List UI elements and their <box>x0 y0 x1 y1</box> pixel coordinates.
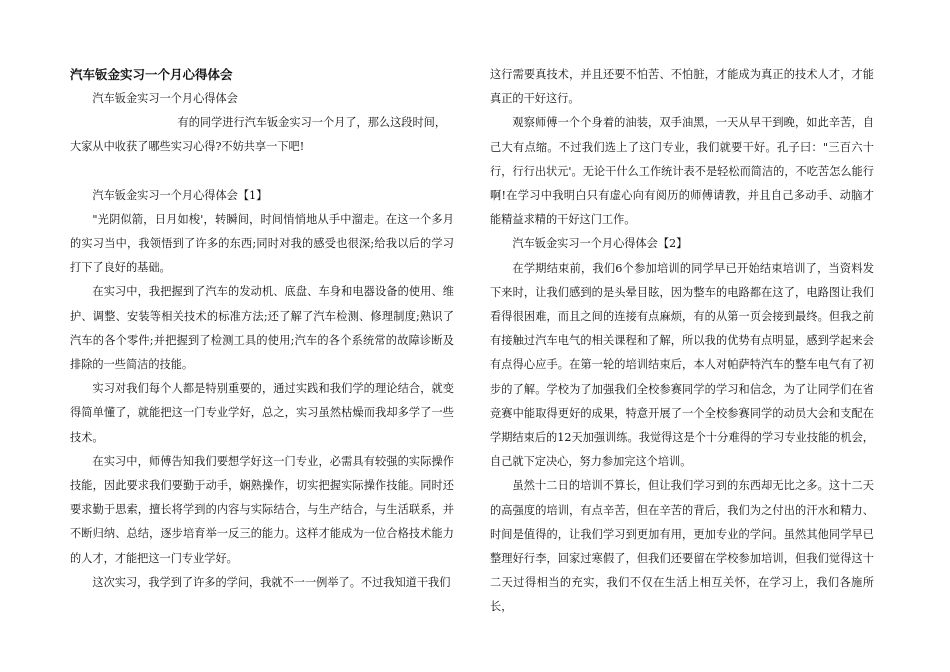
paragraph: "光阴似箭，日月如梭'，转瞬间，时间悄悄地从手中溜走。在这一个多月的实习当中，我领悟到了许多的东西;同时对我的感受也很深;给我以后的学习打下了良好的基础。 <box>70 212 454 275</box>
spacer <box>70 160 454 184</box>
paragraph: 在实习中，师傅告知我们要想学好这一门专业，必需具有较强的实际操作技能，因此要求我们要勤于动手，娴熟操作，切实把握实际操作技能。同时还要求勤于思索，擅长将学到的内容与实际结合，与生产结合，与生活联系，并不断归纳、总结，逐步培育举一反三的能力。这样才能成为一位合格技术能力的人才，才能把这一门专业学好。 <box>70 454 454 565</box>
intro-line-1: 有的同学进行汽车钣金实习一个月了，那么这段时间， <box>177 116 447 130</box>
left-column <box>70 63 454 595</box>
paragraph: 在实习中，我把握到了汽车的发动机、底盘、车身和电器设备的使用、维护、调整、安装等相关技术的标准方法;还了解了汽车检测、修理制度;熟识了汽车的各个零件;并把握到了检测工具的使用;汽车的各个系统常的故障诊断及排除的一些简洁的技能。 <box>70 285 454 372</box>
paragraph-continued: 这行需要真技术，并且还要不怕苦、不怕脏，才能成为真正的技术人才，才能真正的干好这行。 <box>490 68 874 106</box>
document-title: 汽车钣金实习一个月心得体会 <box>70 67 233 82</box>
paragraph: 这次实习，我学到了许多的学问，我就不一一例举了。不过我知道干我们 <box>92 575 451 589</box>
paragraph: 观察师傅一个个身着的油装，双手油黑，一天从早干到晚，如此辛苦，自己大有点缩。不过我们选上了这门专业，我们就要干好。孔子曰："三百六十行，行行出状元'。无论干什么工作统计表不是轻松而简洁的，不吃苦怎么能行啊!在学习中我明白只有虚心向有阅历的师傅请教，并且自己多动手、动脑才能精益求精的干好这门工作。 <box>490 116 874 227</box>
section-2-heading: 汽车钣金实习一个月心得体会【2】 <box>512 237 688 251</box>
paragraph: 虽然十二日的培训不算长，但让我们学习到的东西却无比之多。这十二天的高强度的培训，有点辛苦，但在辛苦的背后，我们为之付出的汗水和精力、时间是值得的，让我们学习到更加有用，更加专业的学问。虽然其他同学早已整理好行李，回家过寒假了，但我们还要留在学校参加培训，但我们觉得这十二天过得相当的充实，我们不仅在生活上相互关怀，在学习上，我们各施所长， <box>490 479 874 614</box>
right-column <box>490 63 874 620</box>
paragraph: 实习对我们每个人都是特别重要的，通过实践和我们学的理论结合，就变得简单懂了，就能把这一门专业学好，总之，实习虽然枯燥而我却多学了一些技术。 <box>70 382 454 444</box>
paragraph: 在学期结束前，我们6个参加培训的同学早已开始结束培训了，当资料发下来时，让我们感到的是头晕目眩，因为整车的电路都在这了，电路图让我们看得很困难，而且之间的连接有点麻烦，有的从第一页会接到最终。但我之前有接触过汽车电气的相关课程和了解，所以我的优势有点明显，感到学起来会有点得心应手。在第一轮的培训结束后，本人对帕萨特汽车的整车电气有了初步的了解。学校为了加强我们全校参赛同学的学习和信念，为了让同学们在省竞赛中能取得更好的成果，特意开展了一个全校参赛同学的动员大会和支配在学期结束后的12天加强训练。我觉得这是个十分难得的学习专业技能的机会，自己就下定决心，努力参加完这个培训。 <box>490 261 874 469</box>
intro-line-2: 大家从中收获了哪些实习心得?不妨共享一下吧! <box>70 140 305 154</box>
section-1-heading: 汽车钣金实习一个月心得体会【1】 <box>92 188 268 202</box>
document-subtitle: 汽车钣金实习一个月心得体会 <box>92 92 238 105</box>
